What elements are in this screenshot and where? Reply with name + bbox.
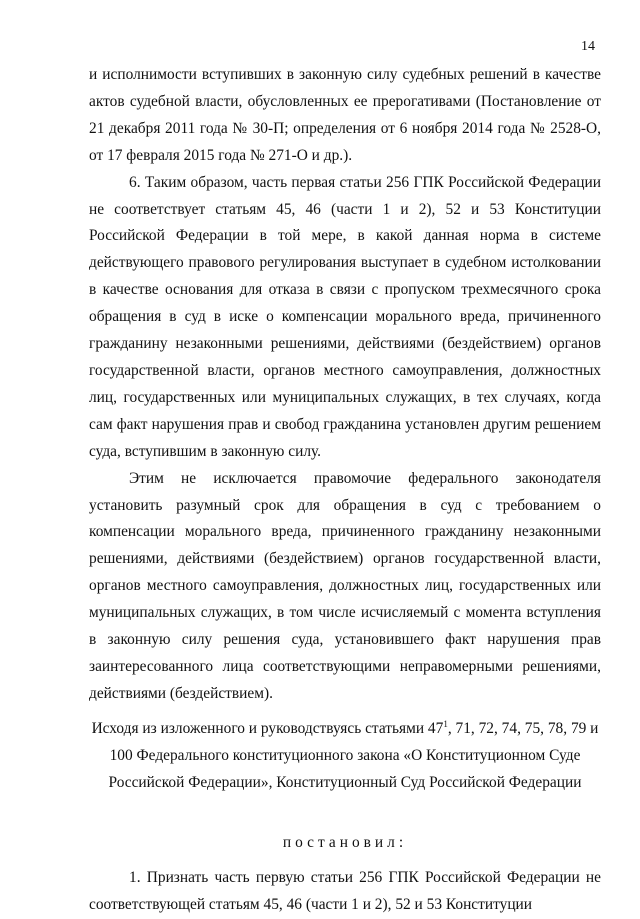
resolution-heading: постановил:	[282, 834, 408, 852]
article-superscript: 1	[443, 718, 448, 729]
paragraph-basis	[89, 716, 601, 797]
paragraph-legislator-right: Этим не исключается правомочие федерального законодателя установить разумный срок для обращения в суд с требованием о компенсации морального вреда, причиненного гражданину незаконными решениями, действиями (бездействием) органов государственной власти, органов местного самоуправления, должностных лиц, государственных или муниципальных служащих, в том числе исчисляемый с момента вступления в законную силу решения суда, установившего факт нарушения прав заинтересованного лица соответствующими неправомерными решениями, действиями (бездействием).	[89, 469, 601, 702]
basis-text-start: Исходя из изложенного и руководствуясь статьями 47	[91, 719, 444, 737]
paragraph-point-6: 6. Таким образом, часть первая статьи 256 ГПК Российской Федерации не соответствует статьям 45, 46 (части 1 и 2), 52 и 53 Конституции Российской Федерации в той мере, в какой данная норма в системе действующего правового регулирования выступает в судебном истолковании в качестве основания для отказа в связи с пропуском трехмесячного срока обращения в суд в иске о компенсации морального вреда, причиненного гражданину незаконными решениями, действиями (бездействием) органов государственной власти, органов местного самоуправления, должностных лиц, государственных или муниципальных служащих, в тех случаях, когда сам факт нарушения прав и свобод гражданина установлен другим решением суда, вступившим в законную силу.	[89, 173, 601, 460]
page-number: 14	[581, 39, 595, 54]
paragraph-continuation: и исполнимости вступивших в законную силу судебных решений в качестве актов судебной власти, обусловленных ее прерогативами (Постановление от 21 декабря 2011 года № 30-П; определения от 6 ноября 2014 года № 2528-О, от 17 февраля 2015 года № 271-О и др.).	[89, 66, 601, 164]
basis-text-end: , 71, 72, 74, 75, 78, 79 и 100 Федерального конституционного закона «О Конституционном Суде Российской Федерации», Конституционный Суд Российской Федерации	[108, 719, 599, 791]
paragraph-resolution-1: 1. Признать часть первую статьи 256 ГПК Российской Федерации не соответствующей статьям 45, 46 (части 1 и 2), 52 и 53 Конституции	[89, 869, 601, 914]
document-body	[89, 62, 601, 919]
